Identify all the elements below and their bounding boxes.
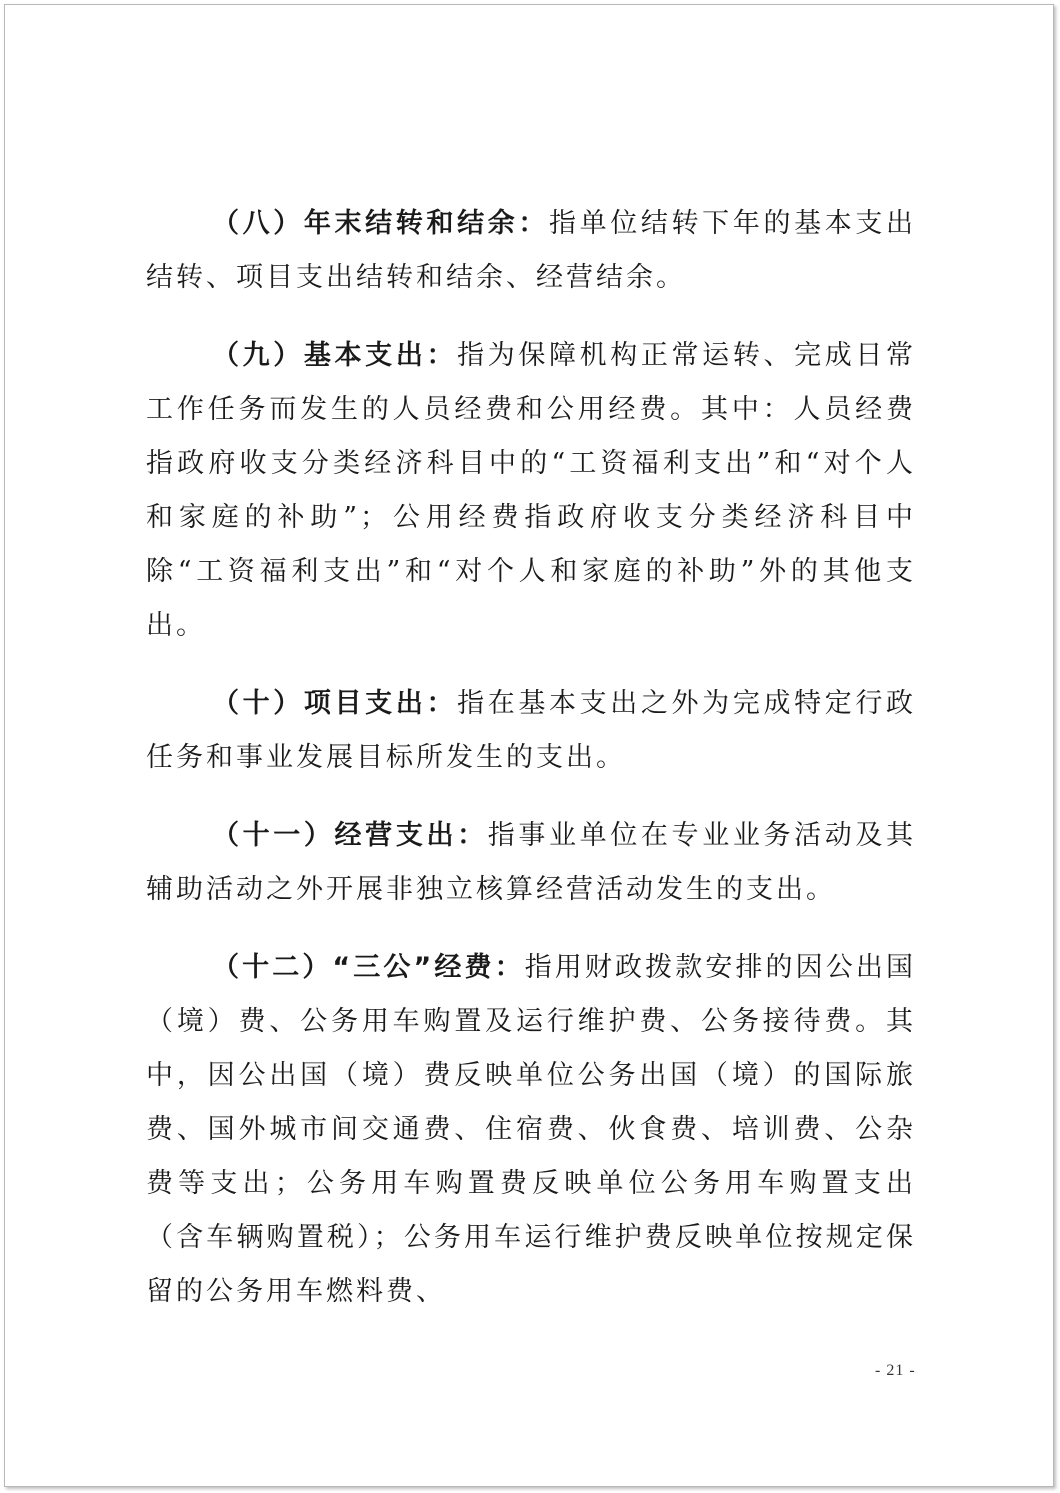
term-definition: 指在基本支出之外为完成特定行政任务和事业发展目标所发生的支出。 [146,688,917,773]
term-heading: （十）项目支出： [212,688,458,719]
term-definition: 指单位结转下年的基本支出结转、项目支出结转和结余、经营结余。 [146,208,916,293]
document-page [4,4,1054,1487]
page-number: - 21 - [875,1362,916,1379]
term-heading: （十二）“三公”经费： [212,952,525,983]
term-heading: （八）年末结转和结余： [212,208,549,239]
document-body [146,197,916,1343]
term-heading: （九）基本支出： [212,340,458,371]
term-definition: 指用财政拨款安排的因公出国（境）费、公务用车购置及运行维护费、公务接待费。其中，因公出国（境）费反映单位公务出国（境）的国际旅费、国外城市间交通费、住宿费、伙食费、培训费、公杂费等支出；公务用车购置费反映单位公务用车购置支出（含车辆购置税）；公务用车运行维护费反映单位按规定保留的公务用车燃料费、 [146,952,916,1307]
term-heading: （十一）经营支出： [212,820,488,851]
term-definition: 指为保障机构正常运转、完成日常工作任务而发生的人员经费和公用经费。其中：人员经费指政府收支分类经济科目中的“工资福利支出”和“对个人和家庭的补助”；公用经费指政府收支分类经济科目中除“工资福利支出”和“对个人和家庭的补助”外的其他支出。 [146,340,917,641]
paragraph-project-expenditure [146,677,916,785]
paragraph-basic-expenditure [146,329,916,653]
term-definition: 指事业单位在专业业务活动及其辅助活动之外开展非独立核算经营活动发生的支出。 [146,820,917,905]
paragraph-operating-expenditure [146,809,916,917]
paragraph-year-end-carryover [146,197,916,305]
paragraph-three-public-expenses [146,941,916,1319]
